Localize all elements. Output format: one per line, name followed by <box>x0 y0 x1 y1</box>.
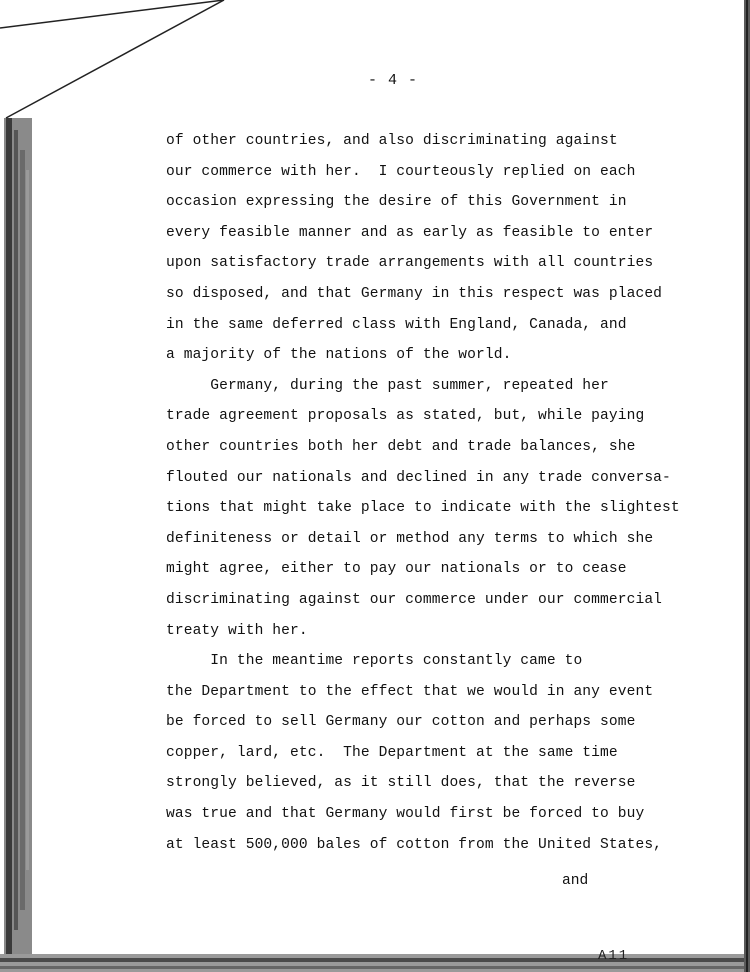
text-line: In the meantime reports constantly came to <box>166 653 583 670</box>
text-line: be forced to sell Germany our cotton and perhaps some <box>166 714 636 731</box>
text-line: the Department to the effect that we would in any event <box>166 683 654 700</box>
text-line: our commerce with her. I courteously replied on each <box>166 163 636 180</box>
text-line: flouted our nationals and declined in any trade conversa- <box>166 469 671 486</box>
text-line: copper, lard, etc. The Department at the same time <box>166 744 618 761</box>
page-number: - 4 - <box>368 72 419 89</box>
text-line: definiteness or detail or method any terms to which she <box>166 530 654 547</box>
body-text <box>166 126 686 860</box>
text-line: treaty with her. <box>166 622 308 639</box>
text-line: tions that might take place to indicate with the slightest <box>166 500 680 517</box>
footer-mark: A11 <box>598 948 630 964</box>
text-line: was true and that Germany would first be forced to buy <box>166 806 645 823</box>
text-line: trade agreement proposals as stated, but, while paying <box>166 408 645 425</box>
catchword: and <box>562 873 589 889</box>
text-line: so disposed, and that Germany in this respect was placed <box>166 285 663 302</box>
text-line: in the same deferred class with England, Canada, and <box>166 316 627 333</box>
text-line: every feasible manner and as early as feasible to enter <box>166 224 654 241</box>
text-line: a majority of the nations of the world. <box>166 347 512 364</box>
text-line: might agree, either to pay our nationals or to cease <box>166 561 627 578</box>
text-line: discriminating against our commerce under our commercial <box>166 591 663 608</box>
text-line: of other countries, and also discriminating against <box>166 133 618 149</box>
text-line: occasion expressing the desire of this Government in <box>166 194 627 211</box>
text-line: Germany, during the past summer, repeated her <box>166 377 609 394</box>
text-line: other countries both her debt and trade balances, she <box>166 438 636 455</box>
text-line: strongly believed, as it still does, that the reverse <box>166 775 636 792</box>
text-line: upon satisfactory trade arrangements with all countries <box>166 255 654 272</box>
text-line: at least 500,000 bales of cotton from the United States, <box>166 836 663 853</box>
